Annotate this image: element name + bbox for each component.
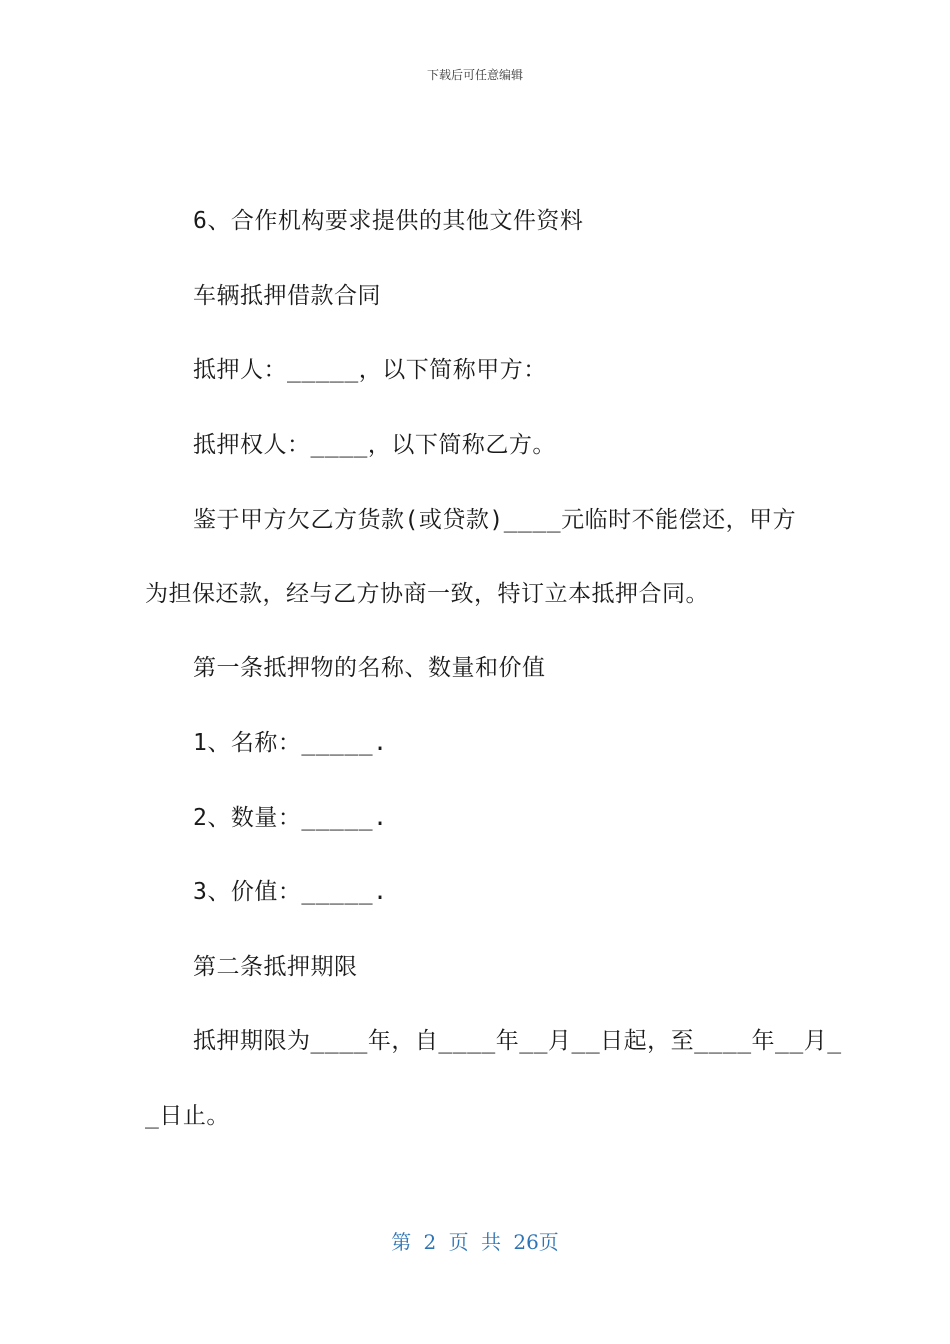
body-line-1: 6、合作机构要求提供的其他文件资料 [193,208,584,234]
body-line-11: 第二条抵押期限 [193,954,358,980]
body-line-7: 第一条抵押物的名称、数量和价值 [193,655,546,681]
body-line-3: 抵押人：_____，以下简称甲方： [193,357,547,383]
page-number: 第 2 页 共 26页 [391,1230,559,1254]
body-line-13: _日止。 [145,1103,230,1129]
body-line-8: 1、名称：_____. [193,730,388,756]
body-line-12: 抵押期限为____年，自____年__月__日起，至____年__月_ [193,1028,842,1054]
body-line-4: 抵押权人：____，以下简称乙方。 [193,432,556,458]
body-line-10: 3、价值：_____. [193,879,388,905]
body-line-9: 2、数量：_____. [193,805,388,831]
body-line-6: 为担保还款，经与乙方协商一致，特订立本抵押合同。 [145,581,709,607]
header-note: 下载后可任意编辑 [426,68,523,82]
body-line-5: 鉴于甲方欠乙方货款(或贷款)____元临时不能偿还，甲方 [193,507,797,533]
body-line-2: 车辆抵押借款合同 [193,283,381,309]
